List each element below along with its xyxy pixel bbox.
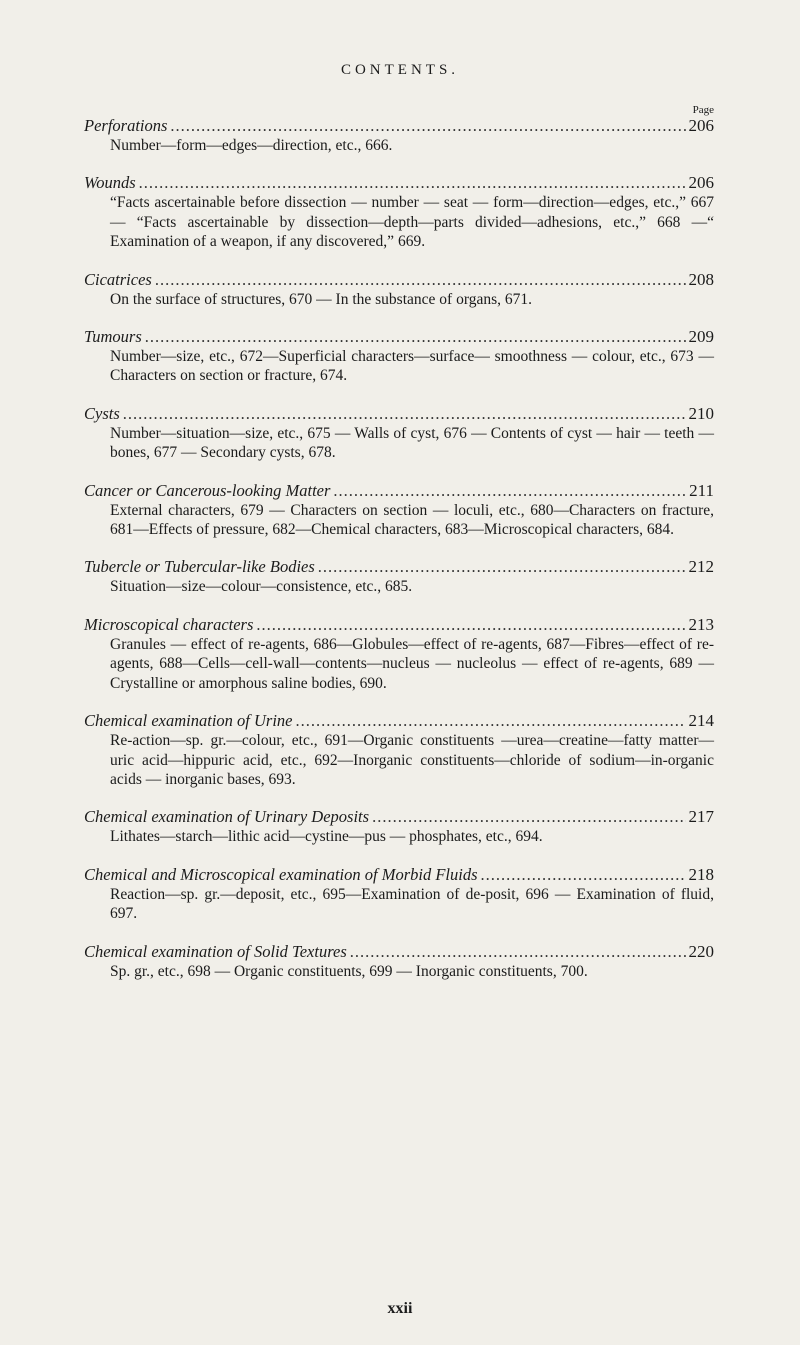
contents-entry-cancer — [84, 481, 714, 540]
dot-leader — [296, 711, 686, 731]
entry-heading — [84, 942, 714, 962]
entry-description: Situation—size—colour—consistence, etc., 685. — [110, 578, 413, 596]
contents-entry-urine — [84, 711, 714, 789]
contents-entry-urinary-deposits — [84, 807, 714, 846]
page-folio: xxii — [387, 1300, 413, 1317]
contents-entry-tubercle — [84, 557, 714, 596]
entry-heading — [84, 807, 714, 827]
entry-description: On the surface of structures, 670 — In the substance of organs, 671. — [110, 290, 532, 308]
entry-page-number: 214 — [688, 711, 714, 731]
entry-title: Cysts — [84, 403, 120, 423]
entry-title: Chemical examination of Urinary Deposits — [84, 807, 370, 827]
contents-entry-cysts — [84, 404, 714, 463]
contents-entry-microscopical — [84, 615, 714, 693]
dot-leader — [145, 327, 686, 347]
entry-heading — [84, 615, 714, 635]
entry-description: Sp. gr., etc., 698 — Organic constituents, 699 — Inorganic constituents, 700. — [110, 962, 588, 980]
entry-heading — [84, 327, 714, 347]
contents-entry-wounds — [84, 173, 714, 251]
entry-heading — [84, 270, 714, 290]
entry-title: Microscopical characters — [84, 614, 254, 634]
entry-heading — [84, 116, 714, 136]
entry-page-number: 217 — [688, 807, 714, 827]
entry-heading — [84, 865, 714, 885]
entry-title: Cicatrices — [84, 269, 152, 289]
dot-leader — [318, 557, 686, 577]
entry-description: Number—size, etc., 672—Superficial characters—surface— smoothness — colour, etc., 673 — Characters on section or fracture, 674. — [110, 348, 714, 385]
dot-leader — [139, 173, 686, 193]
dot-leader — [123, 404, 686, 424]
entry-page-number: 208 — [688, 269, 714, 289]
entry-title: Wounds — [84, 173, 136, 193]
entry-title: Tumours — [84, 327, 142, 347]
contents-list — [84, 116, 714, 999]
entry-title: Tubercle or Tubercular-like Bodies — [84, 557, 315, 577]
entry-page-number: 218 — [688, 864, 714, 884]
entry-page-number: 212 — [688, 557, 714, 577]
dot-leader — [170, 116, 685, 136]
entry-page-number: 206 — [688, 116, 714, 135]
entry-title: Cancer or Cancerous-looking Matter — [84, 480, 331, 500]
entry-heading — [84, 557, 714, 577]
entry-title: Perforations — [84, 116, 168, 135]
page-header: CONTENTS. — [340, 62, 460, 78]
entry-page-number: 220 — [688, 941, 714, 961]
contents-entry-solid-textures — [84, 942, 714, 981]
contents-entry-tumours — [84, 327, 714, 386]
contents-entry-morbid-fluids — [84, 865, 714, 924]
entry-heading — [84, 481, 714, 501]
contents-entry-cicatrices — [84, 270, 714, 309]
entry-description: “Facts ascertainable before dissection — number — seat — form—direction—edges, etc.,” 667 — “Facts ascertainable by dissection—depth—parts divided—adhesions, etc.,” 668 —“ Examination of a weapon, if any discovered,” 669. — [110, 194, 714, 251]
entry-page-number: 211 — [689, 480, 714, 500]
dot-leader — [372, 807, 685, 827]
dot-leader — [155, 270, 686, 290]
entry-page-number: 206 — [688, 173, 714, 193]
entry-page-number: 209 — [688, 327, 714, 347]
entry-description: Number—form—edges—direction, etc., 666. — [110, 137, 393, 154]
entry-description: Number—situation—size, etc., 675 — Walls of cyst, 676 — Contents of cyst — hair — teeth — bones, 677 — Secondary cysts, 678. — [110, 424, 714, 462]
dot-leader — [256, 615, 685, 635]
dot-leader — [481, 865, 686, 885]
dot-leader — [333, 481, 686, 501]
entry-heading — [84, 173, 714, 193]
entry-title: Chemical examination of Urine — [84, 711, 293, 731]
entry-description: External characters, 679 — Characters on section — loculi, etc., 680—Characters on fracture, 681—Effects of pressure, 682—Chemical characters, 683—Microscopical characters, 684. — [110, 501, 714, 539]
entry-description: Granules — effect of re-agents, 686—Globules—effect of re-agents, 687—Fibres—effect of re-agents, 688—Cells—cell-wall—contents—nucleus — nucleolus — effect of re-agents, 689 — Crystalline or amorphous saline bodies, 690. — [110, 635, 714, 692]
entry-heading — [84, 711, 714, 731]
entry-description: Re-action—sp. gr.—colour, etc., 691—Organic constituents —urea—creatine—fatty matter—uric acid—hippuric acid, etc., 692—Inorganic constituents—chloride of sodium—in-organic acids — inorganic bases, 693. — [110, 732, 714, 788]
entry-description: Reaction—sp. gr.—deposit, etc., 695—Examination of de-posit, 696 — Examination of fluid, 697. — [110, 885, 714, 923]
entry-heading — [84, 404, 714, 424]
entry-title: Chemical and Microscopical examination of Morbid Fluids — [84, 864, 478, 884]
entry-page-number: 213 — [688, 614, 714, 634]
page-column-label: Page — [692, 104, 714, 116]
entry-page-number: 210 — [688, 403, 714, 423]
dot-leader — [350, 942, 686, 962]
entry-title: Chemical examination of Solid Textures — [84, 941, 347, 961]
entry-description: Lithates—starch—lithic acid—cystine—pus — phosphates, etc., 694. — [110, 828, 543, 846]
contents-entry-perforations — [84, 116, 714, 155]
